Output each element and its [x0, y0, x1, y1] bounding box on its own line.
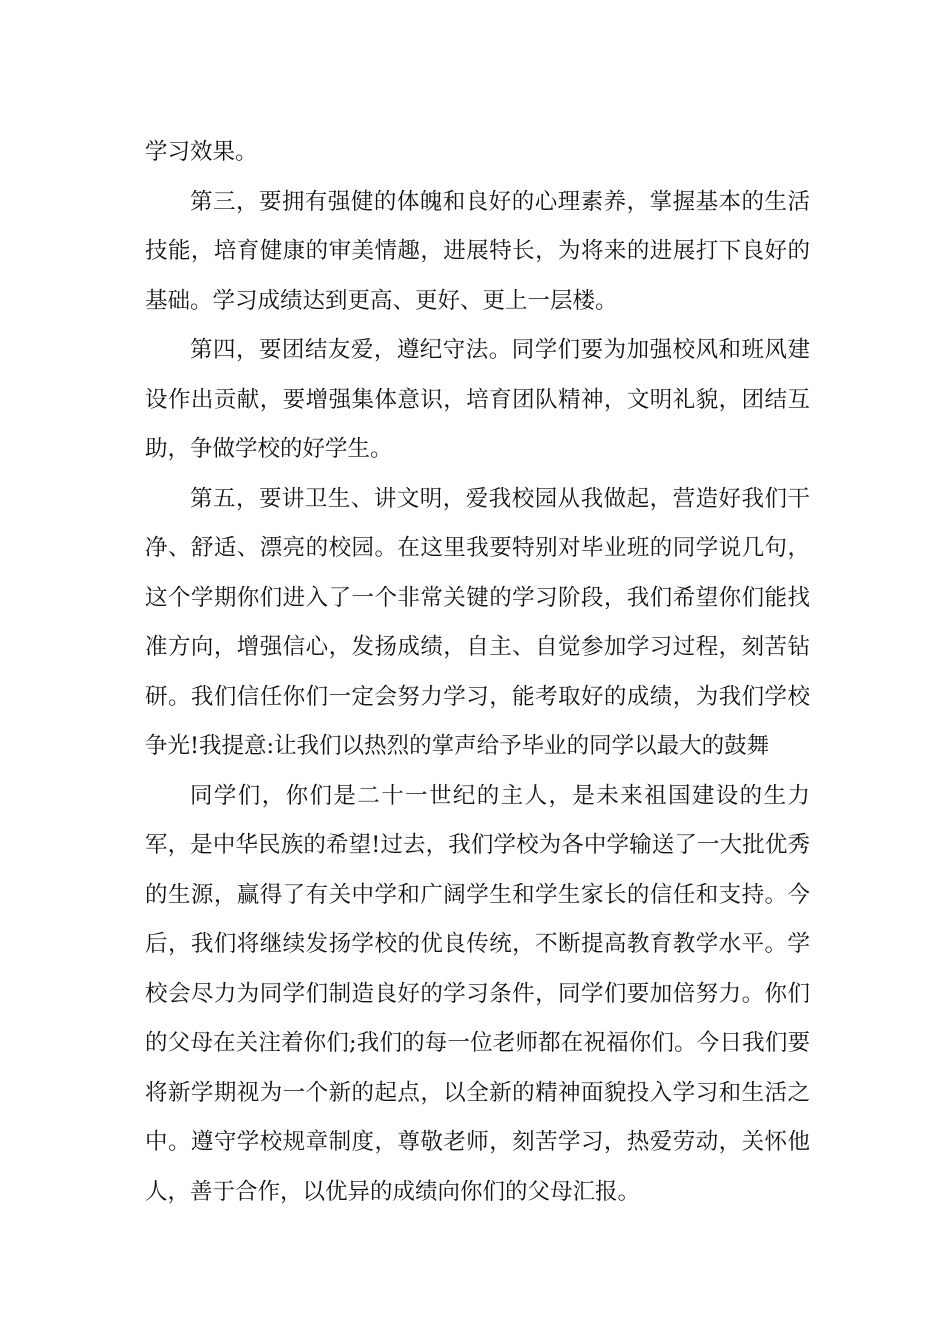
paragraph-fifth-point: 第五，要讲卫生、讲文明，爱我校园从我做起，营造好我们干净、舒适、漂亮的校园。在这里我要特别对毕业班的同学说几句，这个学期你们进入了一个非常关键的学习阶段，我们希望你们能找准方向，增强信心，发扬成绩，自主、自觉参加学习过程，刻苦钻研。我们信任你们一定会努力学习，能考取好的成绩，为我们学校争光!我提意:让我们以热烈的掌声给予毕业的同学以最大的鼓舞: [145, 485, 810, 759]
paragraph-fourth-point: 第四，要团结友爱，遵纪守法。同学们要为加强校风和班风建设作出贡献，要增强集体意识，培育团队精神，文明礼貌，团结互助，争做学校的好学生。: [145, 337, 810, 462]
document-body: [145, 128, 810, 1217]
paragraph-students-address: 同学们，你们是二十一世纪的主人，是未来祖国建设的生力军，是中华民族的希望!过去，我们学校为各中学输送了一大批优秀的生源，赢得了有关中学和广阔学生和学生家长的信任和支持。今后，我们将继续发扬学校的优良传统，不断提高教育教学水平。学校会尽力为同学们制造良好的学习条件，同学们要加倍努力。你们的父母在关注着你们;我们的每一位老师都在祝福你们。今日我们要将新学期视为一个新的起点，以全新的精神面貌投入学习和生活之中。遵守学校规章制度，尊敬老师，刻苦学习，热爱劳动，关怀他人，善于合作，以优异的成绩向你们的父母汇报。: [145, 782, 810, 1205]
paragraph-continuation: 学习效果。: [145, 139, 258, 165]
paragraph-third-point: 第三，要拥有强健的体魄和良好的心理素养，掌握基本的生活技能，培育健康的审美情趣，进展特长，为将来的进展打下良好的基础。学习成绩达到更高、更好、更上一层楼。: [145, 188, 810, 314]
